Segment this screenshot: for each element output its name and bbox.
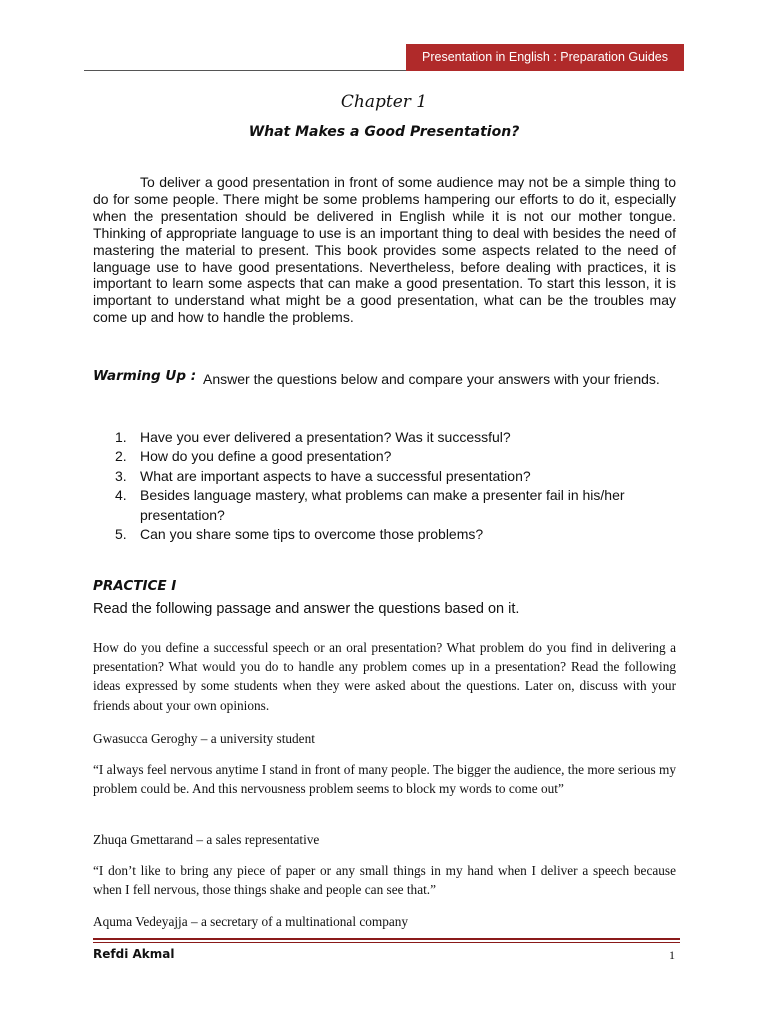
question-list xyxy=(93,428,676,544)
list-item xyxy=(93,486,676,525)
intro-paragraph xyxy=(93,174,676,326)
list-item xyxy=(93,428,676,447)
list-item xyxy=(93,447,676,466)
speaker-name: Gwasucca Geroghy – a university student xyxy=(93,731,315,746)
list-item xyxy=(93,467,676,486)
question-text: What are important aspects to have a successful presentation? xyxy=(140,467,531,484)
page-number: 1 xyxy=(669,948,675,962)
chapter-title: What Makes a Good Presentation? xyxy=(248,124,520,140)
running-header: Presentation in English : Preparation Guides xyxy=(406,44,684,71)
footer-rule-thin xyxy=(93,942,680,943)
question-text: How do you define a good presentation? xyxy=(140,448,392,465)
question-text: Besides language mastery, what problems can make a presenter fail in his/her presentation? xyxy=(140,487,625,523)
speaker-name: Aquma Vedeyajja – a secretary of a multinational company xyxy=(93,914,409,929)
speaker-quote: “I always feel nervous anytime I stand in front of many people. The bigger the audience, the more serious my problem could be. And this nervousness problem seems to block my words to come out” xyxy=(93,762,676,797)
practice-instruction: Read the following passage and answer the questions based on it. xyxy=(93,601,520,617)
intro-text: To deliver a good presentation in front of some audience may not be a simple thing to do for some people. There might be some problems hampering our efforts to do it, especially when the presentation should be delivered in English while it is not our mother tongue. Thinking of appropriate language to use is an important thing to deal with besides the need of mastering the material to present. This book provides some aspects related to the need of language use to have good presentations. Nevertheless, before dealing with practices, it is important to learn some aspects that can make a good presentation. To start this lesson, it is important to understand what might be a good presentation, what can be the troubles may come up and how to handle the problems. xyxy=(93,174,676,326)
speaker-quote: “I don’t like to bring any piece of paper or any small things in my hand when I deliver a speech because when I fell nervous, those things shake and people can see that.” xyxy=(93,863,676,898)
footer-rule xyxy=(93,938,680,940)
practice-label: PRACTICE I xyxy=(93,578,177,594)
question-text: Have you ever delivered a presentation? Was it successful? xyxy=(140,429,511,445)
question-number: 4. xyxy=(115,487,127,504)
question-number: 5. xyxy=(115,526,127,543)
footer-author: Refdi Akmal xyxy=(93,947,175,961)
list-item xyxy=(93,525,676,544)
warming-up-instruction: Answer the questions below and compare your answers with your friends. xyxy=(203,371,660,387)
question-text: Can you share some tips to overcome those problems? xyxy=(140,526,484,543)
question-number: 3. xyxy=(115,467,127,484)
header-rule xyxy=(84,70,406,71)
question-number: 1. xyxy=(115,429,127,445)
speaker-name: Zhuqa Gmettarand – a sales representative xyxy=(93,832,320,847)
chapter-label: Chapter 1 xyxy=(340,92,428,112)
passage-intro: How do you define a successful speech or an oral presentation? What problem do you find in delivering a presentation? What would you do to handle any problem comes up in a presentation? Read the following ideas expressed by some students when they were asked about the questions. Later on, discuss with your friends about your own opinions. xyxy=(93,640,676,713)
question-number: 2. xyxy=(115,448,127,465)
warming-up-label: Warming Up : xyxy=(93,368,197,384)
